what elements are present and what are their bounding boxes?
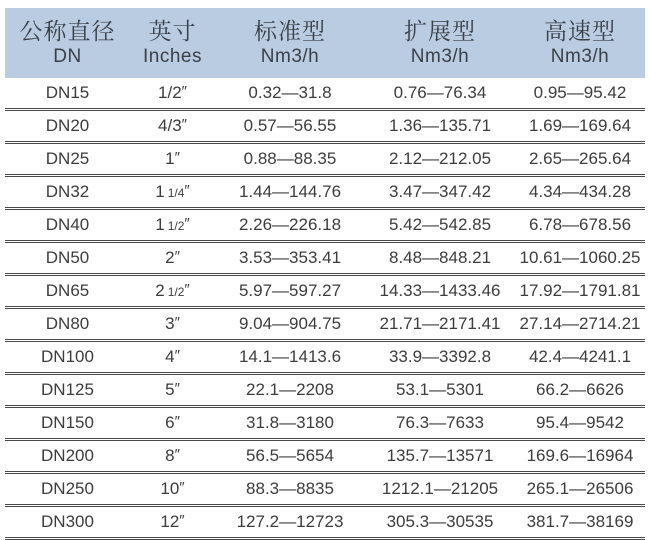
cell-high-speed-range: 95.4—9542 xyxy=(515,407,645,440)
cell-dn: DN125 xyxy=(5,374,130,407)
inches-prime-mark: ″ xyxy=(174,413,180,430)
cell-standard-range: 0.57—56.55 xyxy=(215,110,365,143)
cell-inches xyxy=(130,176,215,209)
cell-inches xyxy=(130,275,215,308)
inches-prime-mark: ″ xyxy=(174,446,180,463)
cell-inches xyxy=(130,440,215,473)
cell-inches xyxy=(130,506,215,539)
cell-dn: DN250 xyxy=(5,473,130,506)
inches-prime-mark: ″ xyxy=(184,281,190,298)
inches-int: 1 xyxy=(165,149,175,168)
cell-high-speed-range: 1.69—169.64 xyxy=(515,110,645,143)
col-header-en: Inches xyxy=(143,45,202,67)
inches-int: 4 xyxy=(165,347,175,366)
table-row-dn40 xyxy=(5,209,645,242)
cell-standard-range: 0.32—31.8 xyxy=(215,78,365,110)
cell-standard-range: 31.8—3180 xyxy=(215,407,365,440)
cell-extended-range: 33.9—3392.8 xyxy=(365,341,515,374)
cell-extended-range: 0.76—76.34 xyxy=(365,78,515,110)
header-row xyxy=(5,8,645,78)
inches-prime-mark: ″ xyxy=(181,83,187,100)
cell-dn: DN150 xyxy=(5,407,130,440)
table-row-dn32 xyxy=(5,176,645,209)
inches-int: 12 xyxy=(160,512,180,531)
cell-dn: DN25 xyxy=(5,143,130,176)
cell-high-speed-range: 2.65—265.64 xyxy=(515,143,645,176)
inches-fraction: 1/4 xyxy=(167,186,185,200)
cell-inches xyxy=(130,78,215,110)
col-header-cn: 扩展型 xyxy=(404,17,476,44)
table-row-dn250 xyxy=(5,473,645,506)
cell-dn: DN65 xyxy=(5,275,130,308)
cell-dn: DN50 xyxy=(5,242,130,275)
cell-extended-range: 135.7—13571 xyxy=(365,440,515,473)
col-header-cn: 高速型 xyxy=(544,17,616,44)
cell-high-speed-range: 66.2—6626 xyxy=(515,374,645,407)
cell-standard-range: 127.2—12723 xyxy=(215,506,365,539)
cell-dn: DN32 xyxy=(5,176,130,209)
cell-standard-range: 56.5—5654 xyxy=(215,440,365,473)
flow-rate-spec-table xyxy=(5,8,645,540)
cell-inches xyxy=(130,209,215,242)
cell-high-speed-range: 381.7—38169 xyxy=(515,506,645,539)
cell-inches xyxy=(130,143,215,176)
cell-dn: DN20 xyxy=(5,110,130,143)
inches-prime-mark: ″ xyxy=(174,314,180,331)
inches-prime-mark: ″ xyxy=(174,248,180,265)
inches-fraction: 1/2 xyxy=(167,219,185,233)
cell-extended-range: 14.33—1433.46 xyxy=(365,275,515,308)
cell-standard-range: 88.3—8835 xyxy=(215,473,365,506)
col-header-en: Nm3/h xyxy=(260,45,320,67)
col-header-en: Nm3/h xyxy=(410,45,470,67)
cell-extended-range: 3.47—347.42 xyxy=(365,176,515,209)
inches-prime-mark: ″ xyxy=(184,182,190,199)
cell-inches xyxy=(130,473,215,506)
cell-high-speed-range: 0.95—95.42 xyxy=(515,78,645,110)
cell-high-speed-range: 6.78—678.56 xyxy=(515,209,645,242)
cell-extended-range: 1.36—135.71 xyxy=(365,110,515,143)
cell-dn: DN300 xyxy=(5,506,130,539)
table-row-dn50 xyxy=(5,242,645,275)
cell-high-speed-range: 265.1—26506 xyxy=(515,473,645,506)
cell-high-speed-range: 42.4—4241.1 xyxy=(515,341,645,374)
table-row-dn20 xyxy=(5,110,645,143)
col-header-extended-type xyxy=(365,8,515,78)
table-row-dn25 xyxy=(5,143,645,176)
inches-prime-mark: ″ xyxy=(179,512,185,529)
inches-prime-mark: ″ xyxy=(181,116,187,133)
cell-inches xyxy=(130,242,215,275)
inches-int: 4/3 xyxy=(158,116,182,135)
cell-standard-range: 3.53—353.41 xyxy=(215,242,365,275)
cell-extended-range: 1212.1—21205 xyxy=(365,473,515,506)
cell-dn: DN200 xyxy=(5,440,130,473)
table-row-dn15 xyxy=(5,78,645,110)
col-header-en: DN xyxy=(53,45,82,67)
cell-extended-range: 76.3—7633 xyxy=(365,407,515,440)
inches-prime-mark: ″ xyxy=(174,347,180,364)
cell-extended-range: 8.48—848.21 xyxy=(365,242,515,275)
table-body xyxy=(5,78,645,539)
cell-extended-range: 53.1—5301 xyxy=(365,374,515,407)
inches-int: 1/2 xyxy=(158,83,182,102)
table-row-dn125 xyxy=(5,374,645,407)
inches-int: 2 xyxy=(165,248,175,267)
cell-dn: DN15 xyxy=(5,78,130,110)
cell-standard-range: 0.88—88.35 xyxy=(215,143,365,176)
inches-int: 3 xyxy=(165,314,175,333)
inches-int: 6 xyxy=(165,413,175,432)
cell-high-speed-range: 27.14—2714.21 xyxy=(515,308,645,341)
inches-int: 5 xyxy=(165,380,175,399)
table-header xyxy=(5,8,645,78)
col-header-standard-type xyxy=(215,8,365,78)
cell-standard-range: 1.44—144.76 xyxy=(215,176,365,209)
cell-high-speed-range: 10.61—1060.25 xyxy=(515,242,645,275)
inches-fraction: 1/2 xyxy=(167,285,185,299)
inches-prime-mark: ″ xyxy=(179,479,185,496)
inches-int: 2 xyxy=(155,281,165,300)
inches-int: 1 xyxy=(155,182,165,201)
table-row-dn65 xyxy=(5,275,645,308)
col-header-inches xyxy=(130,8,215,78)
cell-extended-range: 5.42—542.85 xyxy=(365,209,515,242)
col-header-nominal-diameter xyxy=(5,8,130,78)
table-row-dn150 xyxy=(5,407,645,440)
table-row-dn100 xyxy=(5,341,645,374)
cell-high-speed-range: 17.92—1791.81 xyxy=(515,275,645,308)
cell-inches xyxy=(130,374,215,407)
cell-inches xyxy=(130,341,215,374)
inches-int: 10 xyxy=(160,479,180,498)
cell-high-speed-range: 169.6—16964 xyxy=(515,440,645,473)
cell-standard-range: 5.97—597.27 xyxy=(215,275,365,308)
col-header-en: Nm3/h xyxy=(550,45,610,67)
inches-prime-mark: ″ xyxy=(174,380,180,397)
cell-standard-range: 9.04—904.75 xyxy=(215,308,365,341)
table-row-dn80 xyxy=(5,308,645,341)
inches-int: 1 xyxy=(155,215,165,234)
cell-standard-range: 2.26—226.18 xyxy=(215,209,365,242)
table-row-dn300 xyxy=(5,506,645,539)
table-row-dn200 xyxy=(5,440,645,473)
inches-prime-mark: ″ xyxy=(184,215,190,232)
cell-high-speed-range: 4.34—434.28 xyxy=(515,176,645,209)
col-header-cn: 公称直径 xyxy=(19,17,116,44)
cell-inches xyxy=(130,308,215,341)
cell-dn: DN80 xyxy=(5,308,130,341)
col-header-cn: 标准型 xyxy=(254,17,326,44)
cell-extended-range: 305.3—30535 xyxy=(365,506,515,539)
inches-int: 8 xyxy=(165,446,175,465)
cell-extended-range: 21.71—2171.41 xyxy=(365,308,515,341)
cell-inches xyxy=(130,110,215,143)
col-header-cn: 英寸 xyxy=(148,17,197,44)
cell-dn: DN100 xyxy=(5,341,130,374)
cell-standard-range: 22.1—2208 xyxy=(215,374,365,407)
cell-standard-range: 14.1—1413.6 xyxy=(215,341,365,374)
cell-extended-range: 2.12—212.05 xyxy=(365,143,515,176)
cell-inches xyxy=(130,407,215,440)
col-header-high-speed-type xyxy=(515,8,645,78)
inches-prime-mark: ″ xyxy=(174,149,180,166)
cell-dn: DN40 xyxy=(5,209,130,242)
